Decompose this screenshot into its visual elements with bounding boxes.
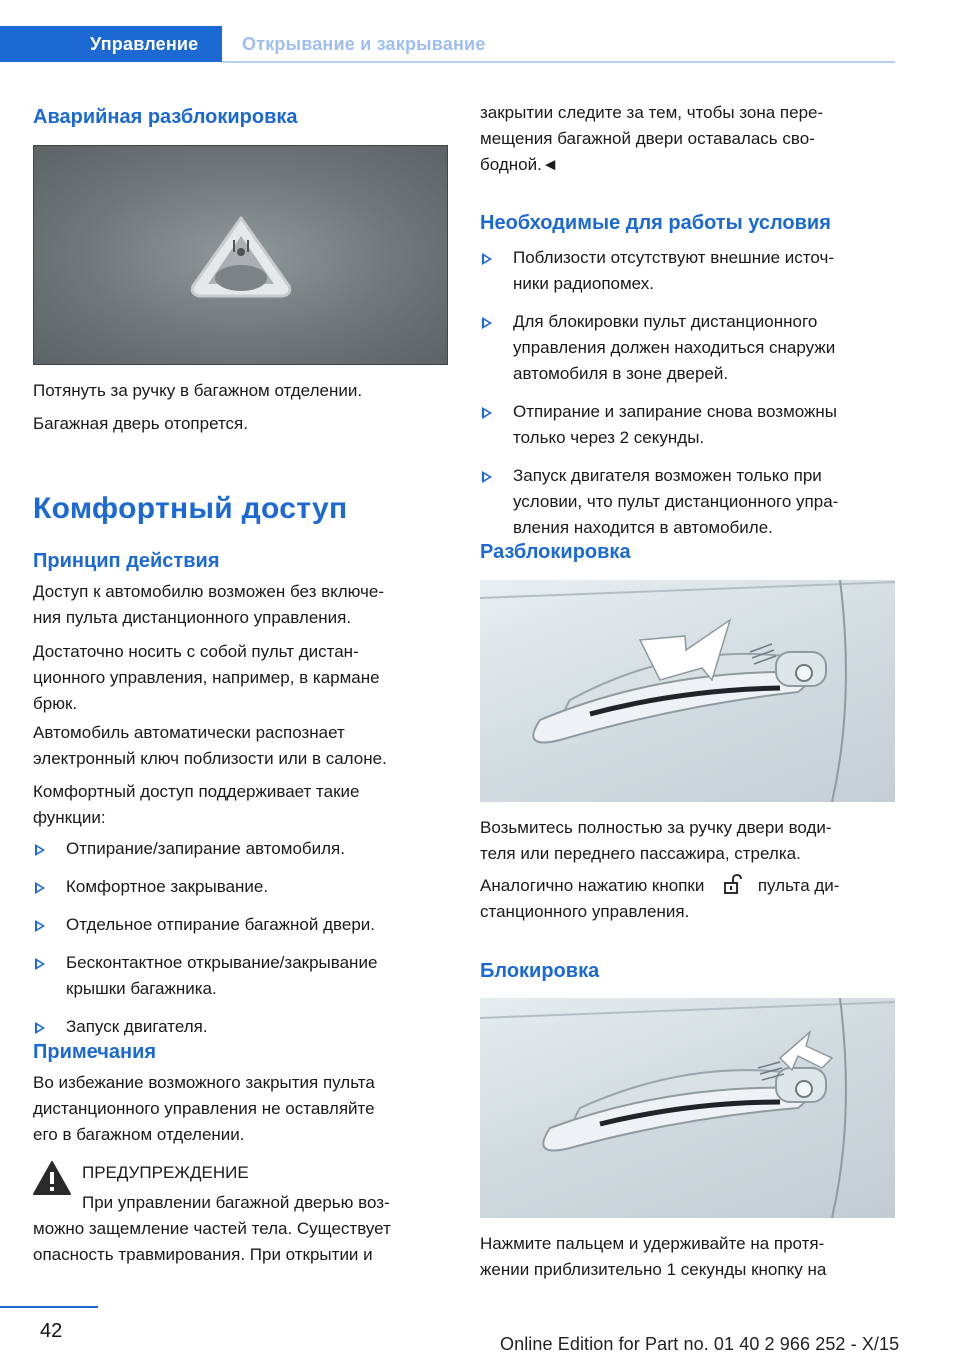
emergency-unlock-heading: Аварийная разблокировка xyxy=(33,106,298,128)
functions-list xyxy=(33,836,448,1040)
item-text: только через 2 секунды. xyxy=(513,428,705,447)
text-line: закрытии следите за тем, чтобы зона пере- xyxy=(480,103,824,122)
subsection-title: Открывание и закрывание xyxy=(242,34,486,54)
warning-line-1: При управлении багажной дверью воз- xyxy=(82,1193,390,1212)
item-text: вления находится в автомобиле. xyxy=(513,518,773,537)
item-text: Для блокировки пульт дистанционного xyxy=(513,312,818,331)
item-text: управления должен находиться снаружи xyxy=(513,338,836,357)
principle-heading: Принцип действия xyxy=(33,550,220,572)
warning-title: ПРЕДУПРЕЖДЕНИЕ xyxy=(82,1163,249,1182)
item-text: автомобиля в зоне дверей. xyxy=(513,364,729,383)
section-tab xyxy=(0,26,222,62)
text-line: его в багажном отделении. xyxy=(33,1125,245,1144)
list-item xyxy=(480,245,895,297)
notes-heading: Примечания xyxy=(33,1041,157,1063)
item-text: Отпирание/запирание автомобиля. xyxy=(66,839,345,858)
text-line: дистанционного управления не оставляйте xyxy=(33,1099,375,1118)
bullet-triangle-icon xyxy=(35,920,45,932)
list-item xyxy=(33,912,448,938)
notes-paragraph xyxy=(33,1070,448,1148)
text-line: функции: xyxy=(33,808,106,827)
text-line: ния пульта дистанционного управления. xyxy=(33,608,352,627)
unlock-line-4: станционного управления. xyxy=(480,902,690,921)
item-text: Отпирание и запирание снова возможны xyxy=(513,402,838,421)
bullet-triangle-icon xyxy=(35,958,45,970)
list-item xyxy=(480,399,895,451)
list-item xyxy=(480,309,895,387)
bullet-triangle-icon xyxy=(482,253,492,265)
text-line: Автомобиль автоматически распознает xyxy=(33,723,345,742)
door-handle-lock-image xyxy=(480,998,895,1218)
list-item xyxy=(33,874,448,900)
item-text: ники радиопомех. xyxy=(513,274,654,293)
edition-note: Online Edition for Part no. 01 40 2 966 252 - X/15 xyxy=(500,1334,900,1354)
bullet-triangle-icon xyxy=(482,407,492,419)
warning-icon xyxy=(33,1160,71,1196)
item-text: Бесконтактное открывание/закрывание xyxy=(66,953,378,972)
list-item xyxy=(33,1014,448,1040)
emergency-text-1: Потянуть за ручку в багажном отделении. xyxy=(33,381,363,400)
lock-heading: Блокировка xyxy=(480,960,600,982)
warning-paragraph xyxy=(33,1216,448,1268)
header-rule xyxy=(222,61,895,63)
item-text: Запуск двигателя возможен только при xyxy=(513,466,822,485)
text-line: мещения багажной двери оставалась сво- xyxy=(480,129,815,148)
text-line: Комфортный доступ поддерживает такие xyxy=(33,782,360,801)
bullet-triangle-icon xyxy=(35,882,45,894)
text-line: Во избежание возможного закрытия пульта xyxy=(33,1073,375,1092)
unlock-paragraph xyxy=(480,815,895,867)
list-item xyxy=(480,463,895,541)
list-item xyxy=(33,836,448,862)
comfort-access-title: Комфортный доступ xyxy=(33,492,348,525)
conditions-list xyxy=(480,245,895,541)
text-span: Аналогично нажатию кнопки xyxy=(480,876,705,895)
bullet-triangle-icon xyxy=(35,844,45,856)
text-line: ционного управления, например, в кармане xyxy=(33,668,380,687)
item-text: Поблизости отсутствуют внешние источ- xyxy=(513,248,834,267)
bullet-triangle-icon xyxy=(35,1022,45,1034)
item-text: Комфортное закрывание. xyxy=(66,877,269,896)
text-span: пульта ди- xyxy=(757,876,840,895)
recognition-paragraph xyxy=(33,720,448,772)
text-line: опасность травмирования. При открытии и xyxy=(33,1245,373,1264)
page-number: 42 xyxy=(40,1320,63,1342)
unlock-icon xyxy=(717,874,745,894)
conditions-heading: Необходимые для работы условия xyxy=(480,212,831,234)
item-text: Запуск двигателя. xyxy=(66,1017,208,1036)
item-text: Отдельное отпирание багажной двери. xyxy=(66,915,375,934)
list-item xyxy=(33,950,448,1002)
page-header xyxy=(0,26,895,62)
lock-paragraph xyxy=(480,1231,895,1283)
text-line: Нажмите пальцем и удерживайте на протя- xyxy=(480,1234,825,1253)
item-text: крышки багажника. xyxy=(66,979,217,998)
text-line: Возьмитесь полностью за ручку двери води- xyxy=(480,818,832,837)
door-handle-unlock-image xyxy=(480,580,895,802)
text-line: можно защемление частей тела. Существует xyxy=(33,1219,391,1238)
footer-rule xyxy=(0,1306,98,1308)
supports-paragraph xyxy=(33,779,448,831)
text-line: Достаточно носить с собой пульт дистан- xyxy=(33,642,359,661)
text-line: брюк. xyxy=(33,694,78,713)
carry-paragraph xyxy=(33,639,448,717)
unlock-button-line xyxy=(480,873,839,899)
text-line: жении приблизительно 1 секунды кнопку на xyxy=(480,1260,827,1279)
text-line: Доступ к автомобилю возможен без включе- xyxy=(33,582,385,601)
bullet-triangle-icon xyxy=(482,317,492,329)
principle-paragraph xyxy=(33,579,448,631)
item-text: условии, что пульт дистанционного упра- xyxy=(513,492,839,511)
trunk-release-handle-image xyxy=(33,145,448,365)
text-line: электронный ключ поблизости или в салоне. xyxy=(33,749,387,768)
warning-continuation xyxy=(480,100,895,178)
text-line: бодной.◄ xyxy=(480,155,559,174)
unlock-heading: Разблокировка xyxy=(480,541,631,563)
section-title: Управление xyxy=(90,34,199,54)
emergency-text-2: Багажная дверь отопрется. xyxy=(33,414,248,433)
bullet-triangle-icon xyxy=(482,471,492,483)
text-line: теля или переднего пассажира, стрелка. xyxy=(480,844,801,863)
